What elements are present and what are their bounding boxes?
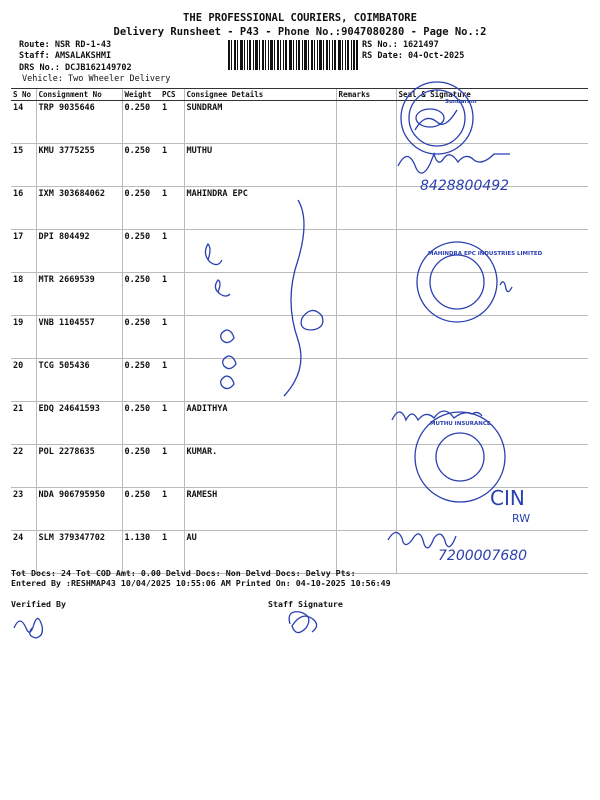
cell-sno: 23 xyxy=(11,488,36,531)
cell-pcs: 1 xyxy=(160,230,184,273)
cell-weight: 0.250 xyxy=(122,359,160,402)
col-header-remarks: Remarks xyxy=(336,89,396,101)
cell-weight: 0.250 xyxy=(122,445,160,488)
handwritten-cin: CIN xyxy=(490,486,525,510)
verified-signature xyxy=(10,610,50,644)
cell-pcs: 1 xyxy=(160,316,184,359)
cell-consignee: MAHINDRA EPC xyxy=(184,187,336,230)
entered-by-line: Entered By :RESHMAP43 10/04/2025 10:55:06 AM Printed On: 04-10-2025 10:56:49 xyxy=(11,578,391,588)
cell-pcs: 1 xyxy=(160,273,184,316)
cell-weight: 0.250 xyxy=(122,144,160,187)
col-header-consignee: Consignee Details xyxy=(184,89,336,101)
col-header-sno: S No xyxy=(11,89,36,101)
cell-consignee: RAMESH xyxy=(184,488,336,531)
cell-weight: 0.250 xyxy=(122,230,160,273)
cell-consignee: MUTHU xyxy=(184,144,336,187)
cell-consignment: TRP 9035646 xyxy=(36,101,122,144)
route-label: Route: NSR RD-1-43 xyxy=(19,40,112,50)
handwritten-phone-row15: 8428800492 xyxy=(420,178,510,194)
col-header-weight: Weight xyxy=(122,89,160,101)
totals-line: Tot Docs: 24 Tot COD Amt: 0.00 Delvd Docs: Non Delvd Docs: Delvy Pts: xyxy=(11,568,356,578)
mahindra-stamp xyxy=(417,242,543,322)
staff-signature xyxy=(280,604,330,638)
sundaram-stamp xyxy=(401,82,477,154)
cell-pcs: 1 xyxy=(160,187,184,230)
cell-consignment: EDQ 24641593 xyxy=(36,402,122,445)
cell-consignment: VNB 1104557 xyxy=(36,316,122,359)
cell-sno: 21 xyxy=(11,402,36,445)
cell-consignment: IXM 303684062 xyxy=(36,187,122,230)
signature-row15 xyxy=(398,154,510,194)
verified-by-label: Verified By xyxy=(11,599,66,609)
cell-consignment: POL 2278635 xyxy=(36,445,122,488)
cell-weight: 0.250 xyxy=(122,488,160,531)
rs-number: RS No.: 1621497 xyxy=(362,40,439,50)
cell-pcs: 1 xyxy=(160,531,184,574)
cell-weight: 0.250 xyxy=(122,273,160,316)
hand-marks xyxy=(205,244,322,389)
cell-weight: 0.250 xyxy=(122,187,160,230)
cell-pcs: 1 xyxy=(160,488,184,531)
cell-weight: 0.250 xyxy=(122,402,160,445)
col-header-signature: Seal & Signature xyxy=(396,89,588,101)
rs-date: RS Date: 04-Oct-2025 xyxy=(362,51,465,61)
handwritten-phone-row24: 7200007680 xyxy=(438,548,528,564)
cell-sno: 22 xyxy=(11,445,36,488)
company-title: THE PROFESSIONAL COURIERS, COIMBATORE xyxy=(183,12,417,24)
cell-weight: 0.250 xyxy=(122,316,160,359)
cell-pcs: 1 xyxy=(160,402,184,445)
col-header-pcs: PCS xyxy=(160,89,184,101)
cell-sno: 19 xyxy=(11,316,36,359)
cell-pcs: 1 xyxy=(160,445,184,488)
cell-sno: 24 xyxy=(11,531,36,574)
cell-consignment: TCG 505436 xyxy=(36,359,122,402)
cell-sno: 15 xyxy=(11,144,36,187)
cell-consignment: NDA 906795950 xyxy=(36,488,122,531)
stamp-text-mahindra: MAHINDRA EPC INDUSTRIES LIMITED xyxy=(428,251,543,257)
cell-consignment: SLM 379347702 xyxy=(36,531,122,574)
cell-sno: 14 xyxy=(11,101,36,144)
cell-weight: 1.130 xyxy=(122,531,160,574)
cell-consignment: KMU 3775255 xyxy=(36,144,122,187)
drs-number: DRS No.: DCJB162149702 xyxy=(19,63,132,73)
cell-sno: 17 xyxy=(11,230,36,273)
cell-consignee: SUNDRAM xyxy=(184,101,336,144)
staff-label: Staff: AMSALAKSHMI xyxy=(19,51,112,61)
cell-sno: 16 xyxy=(11,187,36,230)
stamp-text-muthu: MUTHU INSURANCE xyxy=(430,421,491,427)
cell-pcs: 1 xyxy=(160,101,184,144)
cell-pcs: 1 xyxy=(160,359,184,402)
col-header-consignment: Consignment No xyxy=(36,89,122,101)
stamp-text-sundaram: Sundaram xyxy=(445,99,477,105)
runsheet-subtitle: Delivery Runsheet - P43 - Phone No.:9047080280 - Page No.:2 xyxy=(113,26,487,38)
cell-consignment: MTR 2669539 xyxy=(36,273,122,316)
cell-consignee: AU xyxy=(184,531,336,574)
cell-weight: 0.250 xyxy=(122,101,160,144)
cell-consignee: KUMAR. xyxy=(184,445,336,488)
vehicle-label: Vehicle: Two Wheeler Delivery xyxy=(22,74,171,84)
cell-pcs: 1 xyxy=(160,144,184,187)
cell-sno: 18 xyxy=(11,273,36,316)
handwritten-rw: RW xyxy=(512,512,531,525)
cell-consignee: AADITHYA xyxy=(184,402,336,445)
bracket-mark xyxy=(284,200,304,396)
signature-row24 xyxy=(388,532,527,564)
muthu-stamp xyxy=(392,411,505,502)
staff-signature-label: Staff Signature xyxy=(268,599,343,609)
cell-sno: 20 xyxy=(11,359,36,402)
cell-consignment: DPI 804492 xyxy=(36,230,122,273)
